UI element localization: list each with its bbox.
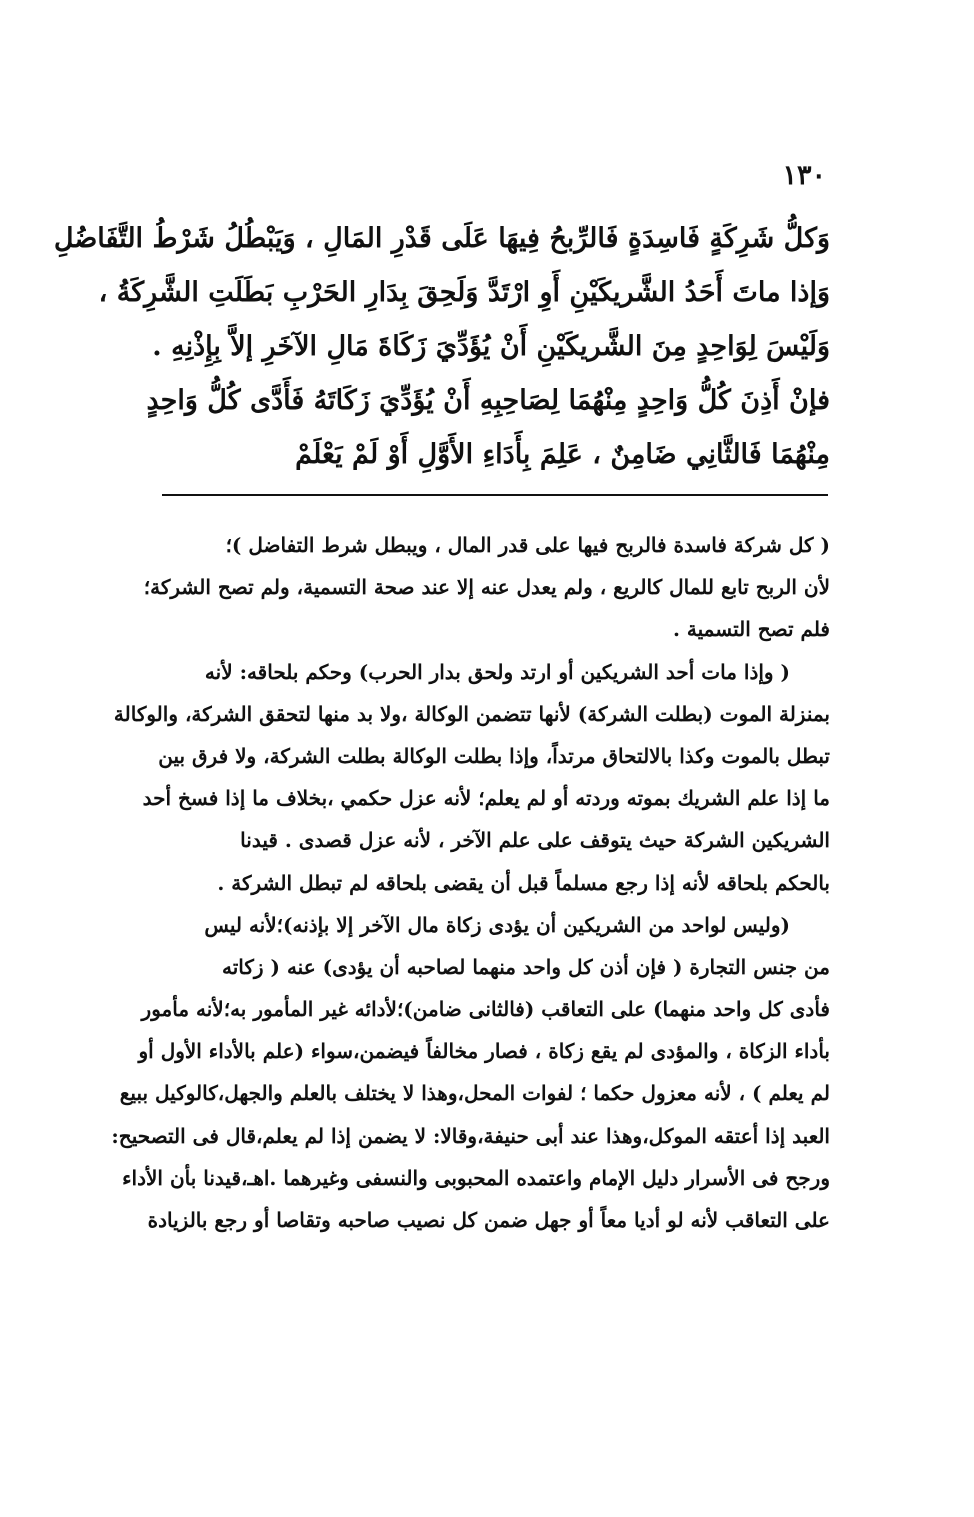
sharh-line: بالحكم بلحاقه لأنه إذا رجع مسلماً قبل أن يقضى بلحاقه لم تبطل الشركة . <box>217 870 830 895</box>
sharh-line: العبد إذا أعتقه الموكل،وهذا عند أبى حنيفة،وقالا: لا يضمن إذا لم يعلم،قال فى التصحيح: <box>111 1123 830 1148</box>
sharh-line: (وليس لواحد من الشريكين أن يؤدى زكاة مال الآخر إلا بإذنه)؛لأنه ليس <box>204 912 790 937</box>
divider-rule <box>162 494 828 496</box>
sharh-line: لم يعلم ) ، لأنه معزول حكما ؛ لفوات المحل،وهذا لا يختلف بالعلم والجهل،كالوكيل ببيع <box>119 1081 830 1106</box>
sharh-line: الشريكين الشركة حيث يتوقف على علم الآخر ، لأنه عزل قصدى . قيدنا <box>240 828 830 853</box>
sharh-line: فلم تصح التسمية . <box>672 617 830 642</box>
sharh-line: بمنزلة الموت (بطلت الشركة) لأنها تتضمن الوكالة ،ولا بد منها لتحقق الشركة، والوكالة <box>113 701 830 726</box>
matn-block <box>53 212 830 482</box>
sharh-line: ورجح فى الأسرار دليل الإمام واعتمده المحبوبى والنسفى وغيرهما .اهـ،قيدنا بأن الأداء <box>122 1165 830 1190</box>
sharh-block <box>111 524 830 1241</box>
matn-line: وَإذا ماتَ أَحَدُ الشَّريكَيْنِ أَوِ ارْتَدَّ وَلَحِقَ بِدَارِ الحَرْبِ بَطَلَتِ الشَّرِكَةُ ، <box>98 277 830 308</box>
matn-line: وَكلُّ شَرِكَةٍ فَاسِدَةٍ فَالرِّبحُ فِيهَا عَلَى قَدْرِ المَالِ ، وَيَبْطُلُ شَرْطُ التَّفَاضُلِ <box>53 223 830 254</box>
page-number: ١٣٠ <box>782 160 826 191</box>
sharh-line: ( وإذا مات أحد الشريكين أو ارتد ولحق بدار الحرب) وحكم بلحاقه: لأنه <box>204 659 790 684</box>
matn-line: مِنْهُمَا فَالثَّانِي ضَامِنٌ ، عَلِمَ بِأَدَاءِ الأَوَّلِ أَوْ لَمْ يَعْلَمْ <box>295 439 830 470</box>
sharh-line: ما إذا علم الشريك بموته وردته أو لم يعلم؛ لأنه عزل حكمي ،بخلاف ما إذا فسخ أحد <box>142 786 830 811</box>
sharh-line: بأداء الزكاة ، والمؤدى لم يقع زكاة ، فصار مخالفاً فيضمن،سواء (علم بالأداء الأول أو <box>138 1039 830 1064</box>
sharh-line: لأن الربح تابع للمال كالريع ، ولم يعدل عنه إلا عند صحة التسمية، ولم تصح الشركة؛ <box>143 575 830 600</box>
sharh-line: تبطل بالموت وكذا بالالتحاق مرتداً، وإذا بطلت الوكالة بطلت الشركة، ولا فرق بين <box>158 743 830 768</box>
sharh-line: فأدى كل واحد منهما) على التعاقب (فالثانى ضامن)؛لأدائه غير المأمور به؛لأنه مأمور <box>141 997 830 1022</box>
sharh-line: من جنس التجارة ( فإن أذن كل واحد منهما لصاحبه أن يؤدى) عنه ( زكاته <box>222 954 830 979</box>
matn-line: وَلَيْسَ لِوَاحِدٍ مِنَ الشَّريكَيْنِ أَنْ يُؤَدِّيَ زَكَاةَ مَالِ الآخَرِ إلاَّ بِإِذْنِهِ . <box>152 331 830 362</box>
sharh-line: على التعاقب لأنه لو أديا معاً أو جهل ضمن كل نصيب صاحبه وتقاصا أو رجع بالزيادة <box>147 1208 830 1232</box>
matn-line: فإنْ أَذِنَ كُلُّ وَاحِدٍ مِنْهُمَا لِصَاحِبِهِ أَنْ يُؤَدِّيَ زَكَاتَهُ فَأَدَّى كُلُّ وَاحِدٍ <box>146 385 830 416</box>
sharh-line: ( كل شركة فاسدة فالربح فيها على قدر المال ، ويبطل شرط التفاضل )؛ <box>225 533 830 557</box>
